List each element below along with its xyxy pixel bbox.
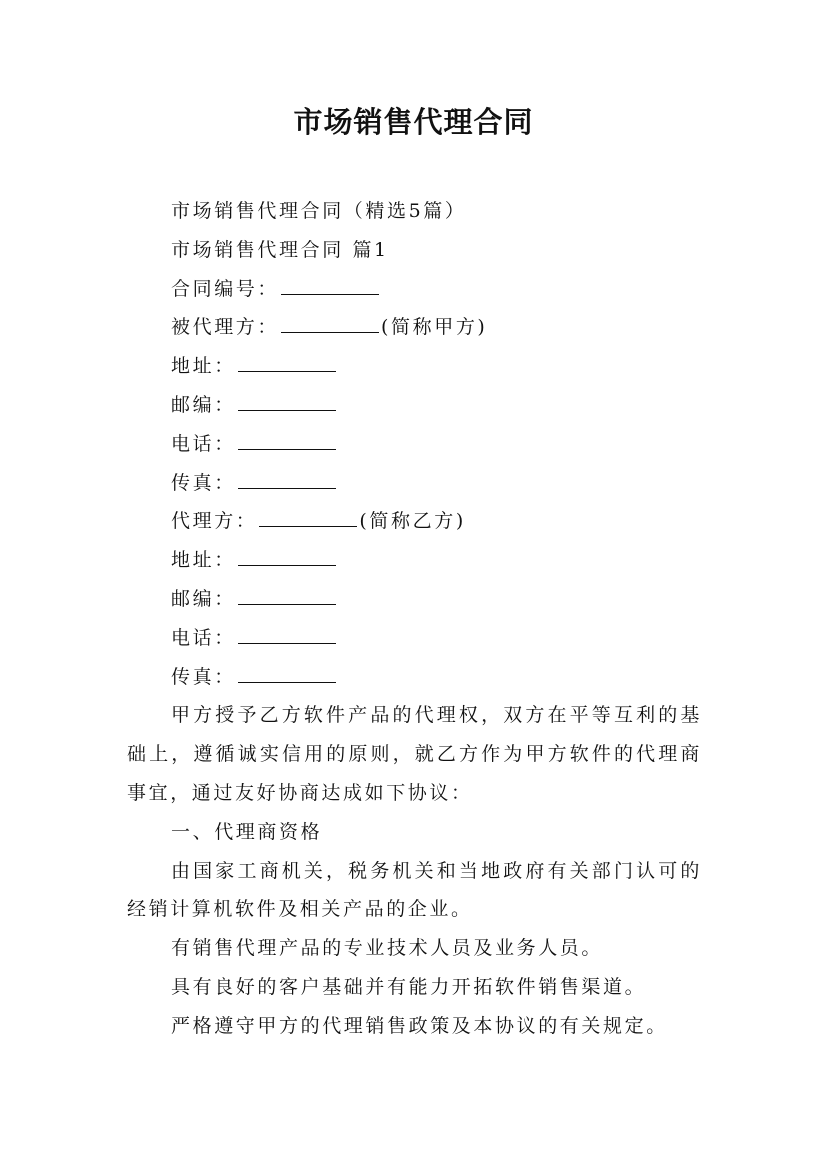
- principal-fax-blank: [238, 466, 336, 489]
- intro-paragraph: 甲方授予乙方软件产品的代理权，双方在平等互利的基础上，遵循诚实信用的原则，就乙方作为甲方软件的代理商事宜，通过友好协商达成如下协议：: [127, 704, 702, 804]
- principal-abbreviation: (简称甲方): [381, 316, 488, 339]
- principal-phone-blank: [238, 427, 336, 450]
- contract-number-field: [127, 270, 702, 309]
- contract-number-label: 合同编号：: [171, 277, 280, 300]
- heading-part-1: 市场销售代理合同 篇1: [171, 238, 389, 261]
- requirement-4: 严格遵守甲方的代理销售政策及本协议的有关规定。: [171, 1014, 668, 1037]
- agent-zip-blank: [238, 582, 336, 605]
- principal-blank: [281, 310, 379, 333]
- agent-label: 代理方：: [171, 510, 258, 533]
- agent-field: [127, 502, 702, 541]
- agent-fax-field: [127, 658, 702, 697]
- principal-fax-label: 传真：: [171, 471, 236, 494]
- principal-label: 被代理方：: [171, 316, 280, 339]
- agent-zip-label: 邮编：: [171, 587, 236, 610]
- principal-zip-field: [127, 386, 702, 425]
- heading-selected: 市场销售代理合同（精选5篇）: [171, 200, 467, 222]
- document-body: [127, 192, 702, 1046]
- agent-abbreviation: (简称乙方): [359, 510, 466, 533]
- principal-field: [127, 308, 702, 347]
- requirement-3: 具有良好的客户基础并有能力开拓软件销售渠道。: [171, 975, 647, 998]
- agent-phone-field: [127, 619, 702, 658]
- principal-zip-label: 邮编：: [171, 393, 236, 416]
- document-title: 市场销售代理合同: [293, 105, 534, 139]
- principal-phone-label: 电话：: [171, 432, 236, 455]
- agent-fax-label: 传真：: [171, 665, 236, 688]
- requirement-1: 由国家工商机关，税务机关和当地政府有关部门认可的经销计算机软件及相关产品的企业。: [127, 859, 702, 921]
- agent-blank: [259, 504, 357, 527]
- principal-fax-field: [127, 464, 702, 503]
- principal-address-blank: [238, 349, 336, 372]
- section-1-heading: 一、代理商资格: [171, 820, 323, 843]
- agent-address-field: [127, 541, 702, 580]
- agent-phone-label: 电话：: [171, 626, 236, 649]
- agent-address-blank: [238, 543, 336, 566]
- contract-number-blank: [281, 272, 379, 295]
- requirement-2: 有销售代理产品的专业技术人员及业务人员。: [171, 937, 604, 960]
- agent-address-label: 地址：: [171, 549, 236, 572]
- principal-address-label: 地址：: [171, 355, 236, 378]
- principal-address-field: [127, 347, 702, 386]
- agent-zip-field: [127, 580, 702, 619]
- principal-phone-field: [127, 425, 702, 464]
- agent-phone-blank: [238, 621, 336, 644]
- agent-fax-blank: [238, 660, 336, 683]
- principal-zip-blank: [238, 388, 336, 411]
